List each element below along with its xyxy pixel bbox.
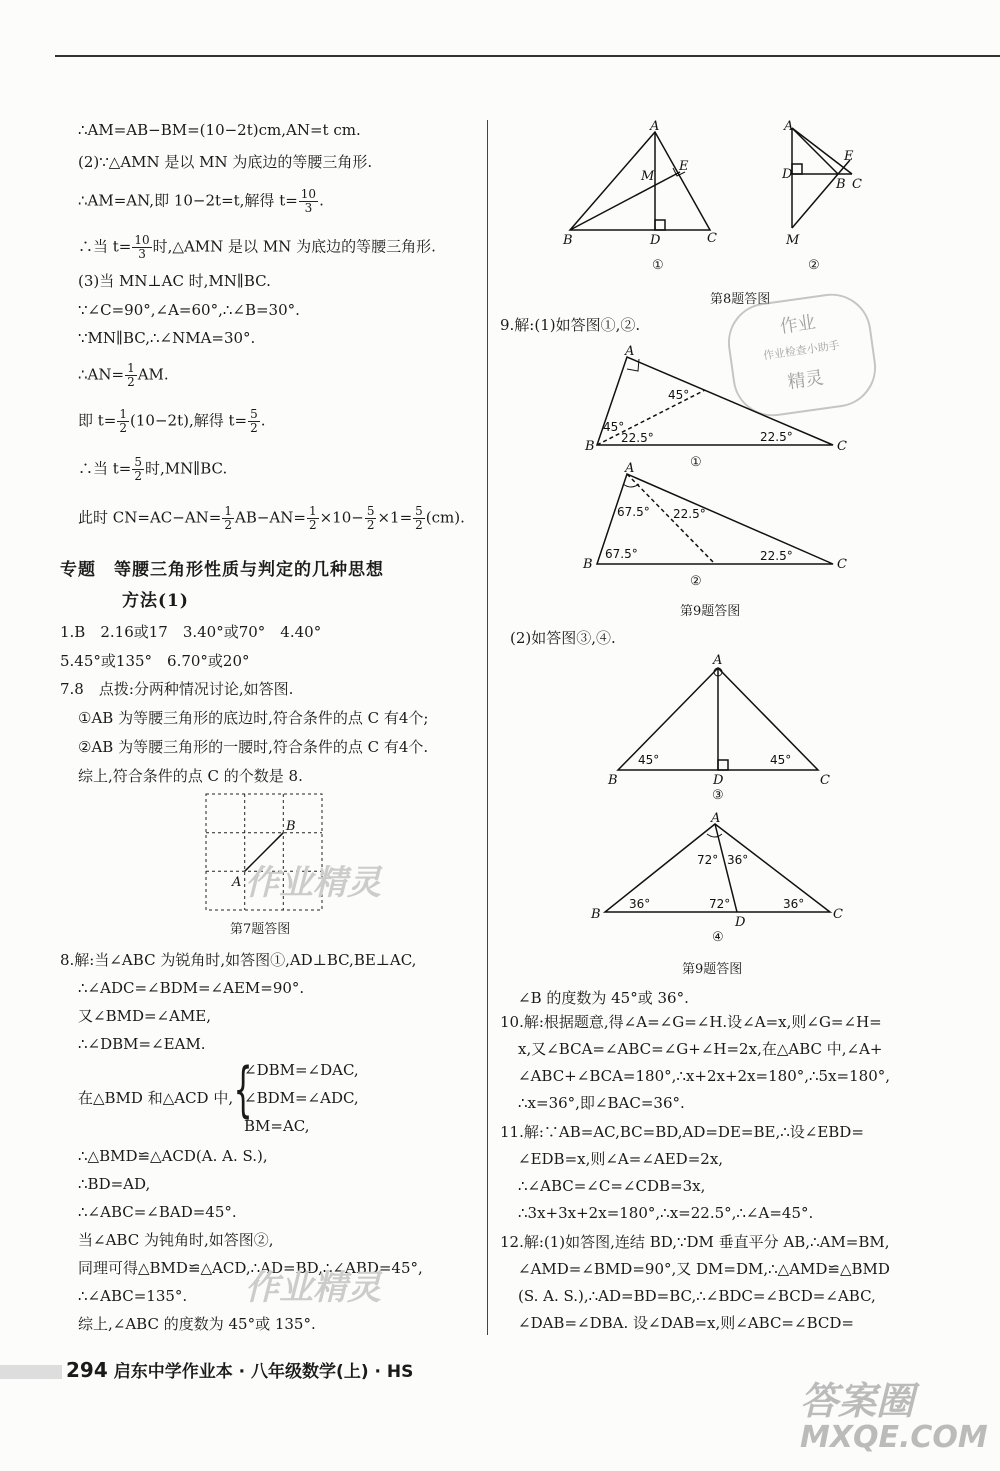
fraction: $\frac{5}{2}$ [415, 504, 423, 532]
svg-text:45°: 45° [770, 753, 792, 767]
q8-line: ∴△BMD≌△ACD(A. A. S.), [78, 1147, 268, 1165]
section-heading: 专题 等腰三角形性质与判定的几种思想 [60, 560, 384, 580]
q10-line: 10.解:根据题意,得∠A=∠G=∠H.设∠A=x,则∠G=∠H= [500, 1013, 882, 1031]
q12-line: (S. A. S.),∴AD=BD=BC,∴∠BDC=∠BCD=∠ABC, [518, 1287, 876, 1305]
text-line: ∴AM=AB−BM=(10−2t)cm,AN=t cm. [78, 121, 361, 139]
brace: { [233, 1055, 253, 1125]
svg-text:B: B [286, 819, 296, 834]
svg-text:C: C [707, 231, 717, 246]
svg-text:A: A [625, 344, 635, 359]
svg-text:A: A [625, 461, 635, 476]
text-line: (2)∵△AMN 是以 MN 为底边的等腰三角形. [78, 153, 373, 171]
q12-line: 12.解:(1)如答图,连结 BD,∵DM 垂直平分 AB,∴AM=BM, [500, 1233, 890, 1251]
svg-text:C: C [820, 773, 830, 788]
q8-line: ∴∠ADC=∠BDM=∠AEM=90°. [78, 979, 305, 997]
page-number: 294 [66, 1358, 108, 1382]
svg-text:D: D [650, 233, 661, 248]
svg-text:B: B [563, 233, 573, 248]
figure-label: ② [690, 574, 702, 589]
q10-line: x,又∠BCA=∠ABC=∠G+∠H=2x,在△ABC 中,∠A+ [518, 1040, 883, 1058]
q8-line: ∠DBM=∠DAC, [244, 1061, 359, 1079]
q8-line: ∴∠ABC=∠BAD=45°. [78, 1203, 237, 1221]
figure-caption: 第8题答图 [710, 292, 771, 307]
section-heading: 方法(1) [122, 591, 189, 611]
q11-line: ∴3x+3x+2x=180°,∴x=22.5°,∴∠A=45°. [518, 1204, 814, 1222]
fraction: $\frac{5}{2}$ [366, 504, 375, 532]
svg-text:22.5°: 22.5° [760, 549, 793, 563]
svg-text:22.5°: 22.5° [673, 507, 706, 521]
svg-text:45°: 45° [638, 753, 660, 767]
q8-line: BM=AC, [244, 1117, 310, 1135]
figure-caption: 第7题答图 [230, 922, 291, 937]
svg-text:M: M [786, 233, 800, 248]
svg-text:B: B [583, 557, 593, 572]
svg-text:D: D [782, 167, 793, 182]
answer-line: 5.45°或135° 6.70°或20° [60, 652, 250, 670]
fraction: $\frac{1}{2}$ [127, 361, 135, 389]
fraction: $\frac{5}{2}$ [250, 407, 258, 435]
svg-text:A: A [784, 119, 794, 134]
watermark: 作业精灵 [245, 863, 381, 903]
svg-text:C: C [837, 557, 847, 572]
figure-label: ① [652, 258, 664, 273]
svg-text:67.5°: 67.5° [605, 547, 638, 561]
q9-line: (2)如答图③,④. [510, 629, 616, 647]
stamp-seal: 作业 作业检查小助手 精灵 [723, 289, 881, 422]
q8-line: ∴∠ABC=135°. [78, 1287, 188, 1305]
text-line: ∴当 t= $\frac{5}{2}$ 时,MN∥BC. [78, 455, 228, 483]
svg-text:36°: 36° [727, 853, 749, 867]
q9-line: 9.解:(1)如答图①,②. [500, 316, 641, 334]
svg-text:45°: 45° [668, 388, 690, 402]
text-line: ∴当 t= $\frac{10}{3}$ 时,△AMN 是以 MN 为底边的等腰三角形. [78, 233, 436, 261]
figure-9-4 [585, 811, 850, 930]
svg-text:36°: 36° [783, 897, 805, 911]
svg-text:45°: 45° [603, 420, 625, 434]
column-divider [487, 120, 488, 1335]
svg-text:E: E [679, 159, 689, 174]
fraction: $\frac{1}{2}$ [308, 504, 317, 532]
fraction: $\frac{5}{2}$ [134, 455, 143, 483]
q9-line: ∠B 的度数为 45°或 36°. [518, 989, 689, 1007]
figure-label: ② [808, 258, 820, 273]
fraction: $\frac{1}{2}$ [224, 504, 232, 532]
svg-text:C: C [837, 439, 847, 454]
svg-text:B: B [585, 439, 595, 454]
q10-line: ∴x=36°,即∠BAC=36°. [518, 1094, 685, 1112]
q11-line: 11.解:∵AB=AC,BC=BD,AD=DE=BE,∴设∠EBD= [500, 1123, 864, 1141]
svg-text:B: B [836, 177, 846, 192]
answer-line: ②AB 为等腰三角形的一腰时,符合条件的点 C 有4个. [78, 738, 429, 756]
svg-text:C: C [833, 907, 843, 922]
figure-label: ④ [712, 930, 724, 945]
watermark-site: MXQE.COM [800, 1420, 988, 1455]
q8-line: 在△BMD 和△ACD 中, [78, 1089, 234, 1107]
svg-text:A: A [650, 119, 660, 134]
answer-line: 7.8 点拨:分两种情况讨论,如答图. [60, 680, 294, 698]
q8-line: 8.解:当∠ABC 为锐角时,如答图①,AD⊥BC,BE⊥AC, [60, 951, 417, 969]
text-line: 此时 CN=AC−AN= $\frac{1}{2}$ AB−AN= $\frac{1}{2}$ ×10− $\frac{5}{2}$ ×1= $\frac{5}{2}$ (cm). [78, 504, 465, 532]
text-line: ∵∠C=90°,∠A=60°,∴∠B=30°. [78, 301, 300, 319]
svg-text:72°: 72° [709, 897, 731, 911]
answer-line: 综上,符合条件的点 C 的个数是 8. [78, 767, 303, 785]
answer-line: 1.B 2.16或17 3.40°或70° 4.40° [60, 623, 322, 641]
svg-text:22.5°: 22.5° [621, 431, 654, 445]
fraction: $\frac{10}{3}$ [134, 233, 150, 261]
fraction: $\frac{10}{3}$ [300, 187, 317, 215]
svg-text:E: E [844, 149, 854, 164]
figure-label: ① [690, 455, 702, 470]
text-line: ∴AM=AN,即 10−2t=t,解得 t= $\frac{10}{3}$ . [78, 187, 324, 215]
svg-text:A: A [232, 875, 242, 890]
svg-text:M: M [641, 169, 655, 184]
figure-caption: 第9题答图 [680, 604, 741, 619]
book-title: 启东中学作业本 · 八年级数学(上) · HS [113, 1362, 414, 1382]
svg-text:B: B [591, 907, 601, 922]
fraction: $\frac{1}{2}$ [119, 407, 128, 435]
figure-label: ③ [712, 788, 724, 803]
figure-8-2 [780, 118, 870, 248]
svg-text:B: B [608, 773, 618, 788]
q12-line: ∠DAB=∠DBA. 设∠DAB=x,则∠ABC=∠BCD= [518, 1314, 854, 1332]
figure-9-3 [600, 652, 840, 788]
text-line: (3)当 MN⊥AC 时,MN∥BC. [78, 272, 271, 290]
text-line: ∴AN= $\frac{1}{2}$ AM. [78, 361, 169, 389]
figure-9-2 [575, 460, 855, 572]
svg-text:A: A [713, 653, 723, 668]
top-rule [55, 55, 1000, 57]
figure-caption: 第9题答图 [682, 962, 743, 977]
q8-line: 又∠BMD=∠AME, [78, 1007, 212, 1025]
svg-text:A: A [711, 811, 721, 826]
svg-text:D: D [735, 915, 746, 930]
q8-line: 同理可得△BMD≌△ACD,∴AD=BD,∴∠ABD=45°, [78, 1259, 423, 1277]
q11-line: ∠EDB=x,则∠A=∠AED=2x, [518, 1150, 724, 1168]
watermark-corner: 答案圈 [800, 1379, 915, 1423]
svg-text:67.5°: 67.5° [617, 505, 650, 519]
figure-9-1 [575, 345, 855, 455]
page-footer [0, 1357, 413, 1382]
svg-text:D: D [713, 773, 724, 788]
q8-line: 当∠ABC 为钝角时,如答图②, [78, 1231, 274, 1249]
svg-text:72°: 72° [697, 853, 719, 867]
q8-line: ∴∠DBM=∠EAM. [78, 1035, 206, 1053]
watermark: 作业精灵 [245, 1268, 381, 1308]
q8-line: ∴BD=AD, [78, 1175, 151, 1193]
q12-line: ∠AMD=∠BMD=90°,又 DM=DM,∴△AMD≌△BMD [518, 1260, 890, 1278]
q8-line: 综上,∠ABC 的度数为 45°或 135°. [78, 1315, 316, 1333]
svg-text:36°: 36° [629, 897, 651, 911]
svg-text:22.5°: 22.5° [760, 430, 793, 444]
text-line: ∵MN∥BC,∴∠NMA=30°. [78, 329, 256, 347]
q11-line: ∴∠ABC=∠C=∠CDB=3x, [518, 1177, 706, 1195]
svg-text:C: C [852, 177, 862, 192]
figure-8-1 [555, 119, 730, 252]
answer-line: ①AB 为等腰三角形的底边时,符合条件的点 C 有4个; [78, 709, 429, 727]
q10-line: ∠ABC+∠BCA=180°,∴x+2x+2x=180°,∴5x=180°, [518, 1067, 891, 1085]
q8-line: ∠BDM=∠ADC, [244, 1089, 359, 1107]
text-line: 即 t= $\frac{1}{2}$ (10−2t),解得 t= $\frac{5}{2}$ . [78, 407, 266, 435]
